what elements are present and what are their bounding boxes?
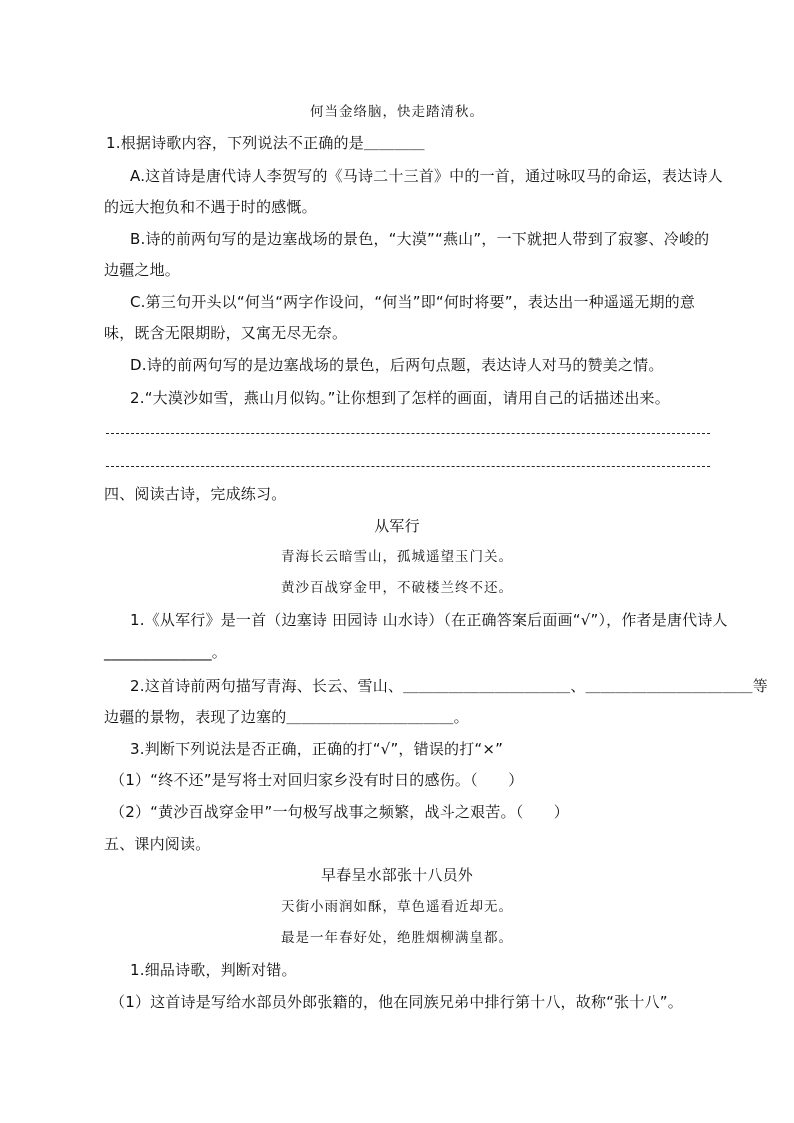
- judgement-item-1: （1）“终不还”是写将士对回归家乡没有时日的感伤。（ ）: [110, 771, 524, 789]
- poem-line: 黄沙百战穿金甲，不破楼兰终不还。: [281, 580, 513, 596]
- option-b-line1: B.诗的前两句写的是边塞战场的景色，“大漠”“燕山”，一下就把人带到了寂寥、冷峻的: [130, 230, 710, 248]
- option-a-line2: 的远大抱负和不遇于时的感慨。: [104, 198, 317, 216]
- option-b-line2: 边疆之地。: [104, 261, 181, 279]
- question-1-line1: 1.《从军行》是一首（边塞诗 田园诗 山水诗）（在正确答案后面画“√”），作者是唐代诗人: [130, 611, 728, 629]
- poem-line: 青海长云暗雪山，孤城遥望玉门关。: [281, 549, 513, 565]
- option-a-line1: A.这首诗是唐代诗人李贺写的《马诗二十三首》中的一首，通过咏叹马的命运，表达诗人: [130, 167, 723, 185]
- question-1-line2: ______________。: [104, 643, 228, 661]
- poem-line: 最是一年春好处，绝胜烟柳满皇都。: [281, 930, 513, 946]
- poem-line: 何当金络脑，快走踏清秋。: [310, 104, 484, 120]
- poem-title: 从军行: [374, 517, 420, 535]
- option-c-line1: C.第三句开头以“何当“两字作设问，“何当”即“何时将要”，表达出一种遥遥无期的意: [130, 293, 696, 311]
- question-2: 2.“大漠沙如雪，燕山月似钩。”让你想到了怎样的画面，请用自己的话描述出来。: [130, 389, 670, 407]
- option-c-line2: 味，既含无限期盼，又寓无尽无奈。: [104, 324, 348, 342]
- option-d: D.诗的前两句写的是边塞战场的景色，后两句点题，表达诗人对马的赞美之情。: [130, 356, 664, 374]
- answer-blank-line[interactable]: [106, 433, 710, 434]
- poem-line: 天街小雨润如酥，草色遥看近却无。: [281, 899, 513, 915]
- poem-title: 早春呈水部张十八员外: [320, 866, 473, 884]
- answer-blank-line[interactable]: [106, 466, 710, 467]
- question-1: 1.细品诗歌，判断对错。: [130, 961, 297, 979]
- judgement-item-2: （2）“黄沙百战穿金甲”一句极写战事之频繁，战斗之艰苦。（ ）: [110, 803, 569, 821]
- question-1: 1.根据诗歌内容，下列说法不正确的是＿＿＿＿: [106, 134, 425, 152]
- question-2-line2: 边疆的景物，表现了边塞的＿＿＿＿＿＿＿＿＿＿＿。: [104, 708, 469, 726]
- section-heading: 四、阅读古诗，完成练习。: [104, 485, 287, 503]
- question-3: 3.判断下列说法是否正确，正确的打“√”，错误的打“×”: [130, 740, 504, 758]
- section-heading: 五、课内阅读。: [104, 835, 211, 853]
- question-2-line1: 2.这首诗前两句描写青海、长云、雪山、＿＿＿＿＿＿＿＿＿＿＿、＿＿＿＿＿＿＿＿＿＿＿等: [130, 677, 768, 695]
- judgement-item-1: （1）这首诗是写给水部员外郎张籍的，他在同族兄弟中排行第十八，故称“张十八”。: [110, 993, 683, 1011]
